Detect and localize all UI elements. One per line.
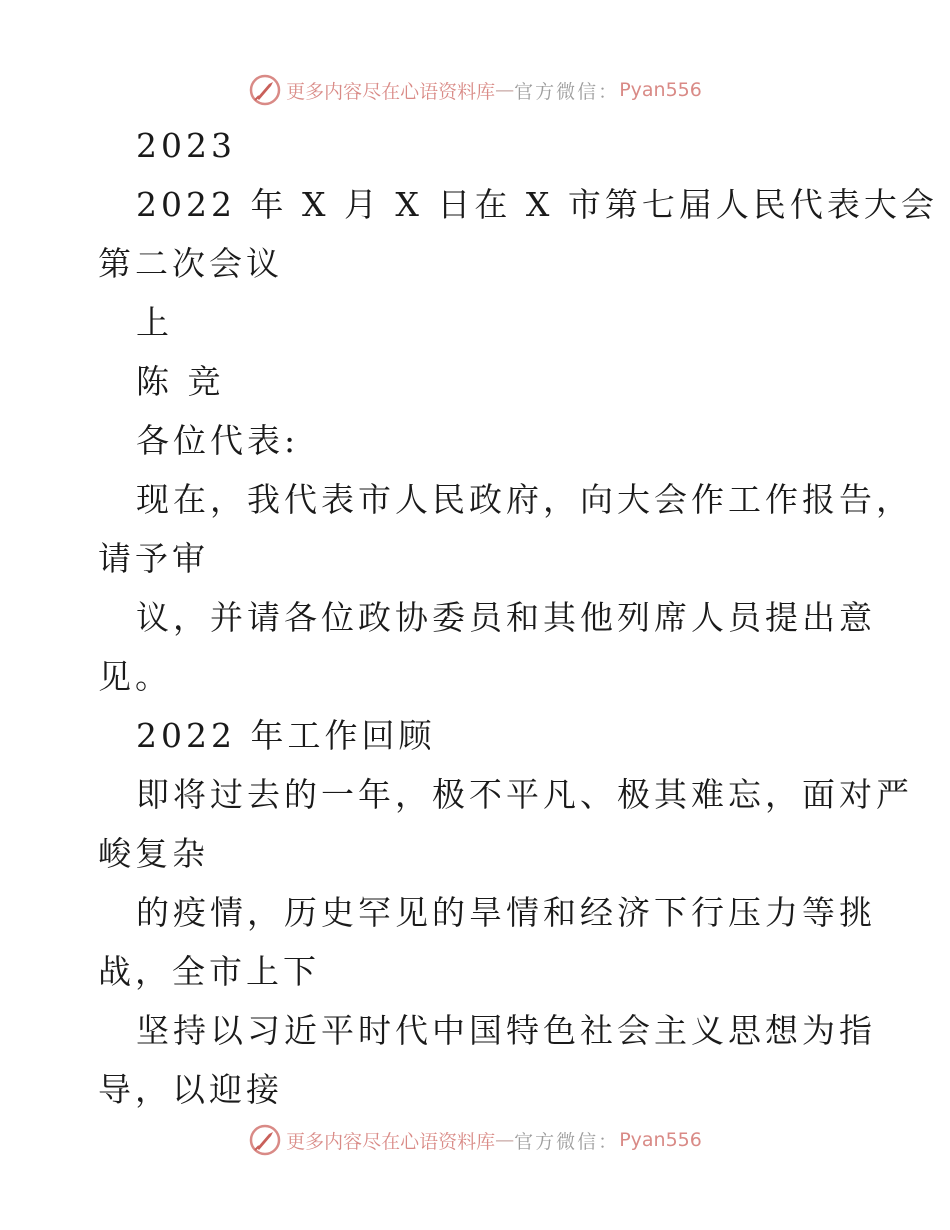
doc-line-date: 2022 年 X 月 X 日在 X 市第七届人民代表大会 — [136, 185, 938, 224]
doc-line-paragraph-1c: 议，并请各位政协委员和其他列席人员提出意 — [136, 598, 876, 637]
doc-line-section-heading: 2022 年工作回顾 — [136, 716, 436, 755]
doc-line-paragraph-2e: 坚持以习近平时代中国特色社会主义思想为指 — [136, 1011, 876, 1050]
doc-line-on: 上 — [136, 303, 173, 342]
doc-line-salutation: 各位代表: — [136, 421, 300, 460]
pen-nib-logo-icon — [248, 73, 282, 107]
watermark-site-text: 更多内容尽在心语资料库 — [286, 1130, 496, 1153]
doc-line-paragraph-2c: 的疫情，历史罕见的旱情和经济下行压力等挑 — [136, 893, 876, 932]
doc-line-paragraph-1b: 请予审 — [98, 539, 209, 578]
doc-line-paragraph-2d: 战，全市上下 — [98, 952, 320, 991]
footer-watermark — [0, 1120, 950, 1160]
watermark-wechat-id: Pyan556 — [619, 79, 702, 101]
header-watermark — [0, 70, 950, 110]
doc-line-paragraph-2b: 峻复杂 — [98, 834, 209, 873]
watermark-separator: — — [495, 1129, 515, 1151]
watermark-separator: — — [495, 79, 515, 101]
doc-line-paragraph-2f: 导，以迎接 — [98, 1070, 283, 1109]
doc-line-speaker: 陈 竞 — [136, 362, 225, 401]
pen-nib-logo-icon — [248, 1123, 282, 1157]
doc-line-paragraph-2a: 即将过去的一年，极不平凡、极其难忘，面对严 — [136, 775, 913, 814]
doc-line-paragraph-1d: 见。 — [98, 657, 172, 696]
doc-line-paragraph-1a: 现在，我代表市人民政府，向大会作工作报告， — [136, 480, 913, 519]
watermark-wechat-id: Pyan556 — [619, 1129, 702, 1151]
doc-line-year: 2023 — [136, 126, 236, 165]
doc-line-session: 第二次会议 — [98, 244, 283, 283]
watermark-site-text: 更多内容尽在心语资料库 — [286, 80, 496, 103]
watermark-official-text: 官方微信： — [514, 1130, 620, 1153]
watermark-official-text: 官方微信： — [514, 80, 620, 103]
